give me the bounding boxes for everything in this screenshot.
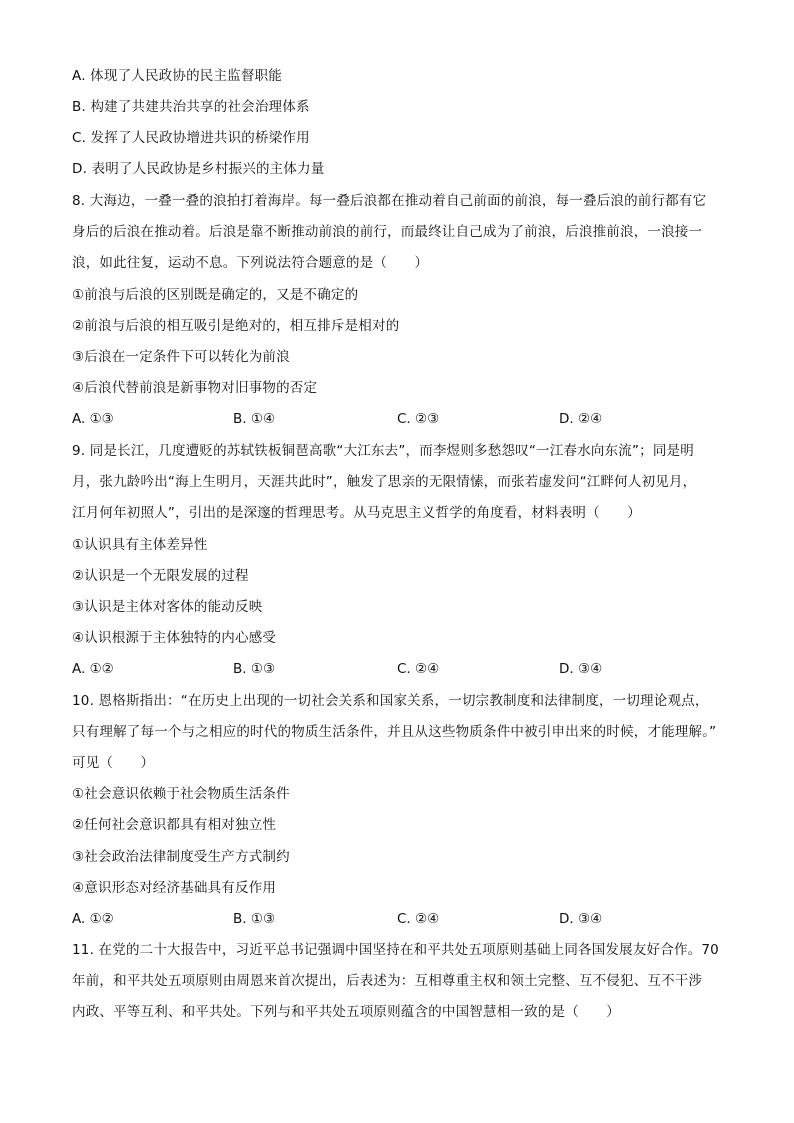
q8-choice-c: C. ②③ <box>397 411 440 427</box>
q8-stem-line-1: 8. 大海边，一叠一叠的浪拍打着海岸。每一叠后浪都在推动着自己前面的前浪，每一叠后浪的前行都有它 <box>72 193 707 209</box>
q9-choice-d: D. ③④ <box>559 661 603 677</box>
q9-statement-3: ③认识是主体对客体的能动反映 <box>72 599 263 615</box>
q9-choice-a: A. ①② <box>72 661 114 677</box>
q8-statement-2: ②前浪与后浪的相互吸引是绝对的，相互排斥是相对的 <box>72 318 400 334</box>
q8-choice-b: B. ①④ <box>233 411 276 427</box>
q7-option-d: D. 表明了人民政协是乡村振兴的主体力量 <box>72 161 325 177</box>
q8-statement-4: ④后浪代替前浪是新事物对旧事物的否定 <box>72 380 318 396</box>
q7-option-a: A. 体现了人民政协的民主监督职能 <box>72 68 282 84</box>
q8-stem-line-3: 浪，如此往复，运动不息。下列说法符合题意的是（ ） <box>72 255 429 271</box>
q9-stem-line-2: 月，张九龄吟出“海上生明月，天涯共此时”，触发了思亲的无限情愫，而张若虚发问“江畔何人初见月， <box>72 474 697 490</box>
q8-choices <box>72 409 732 429</box>
q10-statement-1: ①社会意识依赖于社会物质生活条件 <box>72 786 290 802</box>
q10-stem-line-3: 可见（ ） <box>72 755 155 771</box>
q9-statement-2: ②认识是一个无限发展的过程 <box>72 568 249 584</box>
q10-choice-d: D. ③④ <box>559 911 603 927</box>
q10-choice-a: A. ①② <box>72 911 114 927</box>
q10-statement-2: ②任何社会意识都具有相对独立性 <box>72 817 277 833</box>
q8-choice-a: A. ①③ <box>72 411 114 427</box>
q7-option-b: B. 构建了共建共治共享的社会治理体系 <box>72 99 310 115</box>
q8-statement-1: ①前浪与后浪的区别既是确定的，又是不确定的 <box>72 287 359 303</box>
q10-stem-line-2: 只有理解了每一个与之相应的时代的物质生活条件，并且从这些物质条件中被引申出来的时候，才能理解。” <box>72 724 717 740</box>
q10-choice-c: C. ②④ <box>397 911 440 927</box>
q9-statement-1: ①认识具有主体差异性 <box>72 537 208 553</box>
q11-stem-line-3: 内政、平等互利、和平共处。下列与和平共处五项原则蕴含的中国智慧相一致的是（ ） <box>72 1004 620 1020</box>
q9-stem-line-1: 9. 同是长江，几度遭贬的苏轼铁板铜琶高歌“大江东去”，而李煜则多愁怨叹“一江春水向东流”；同是明 <box>72 443 694 459</box>
q10-statement-3: ③社会政治法律制度受生产方式制约 <box>72 849 290 865</box>
q10-stem-line-1: 10. 恩格斯指出：“在历史上出现的一切社会关系和国家关系，一切宗教制度和法律制度，一切理论观点， <box>72 693 709 709</box>
q9-choices <box>72 659 732 679</box>
q8-choice-d: D. ②④ <box>559 411 603 427</box>
q8-stem-line-2: 身后的后浪在推动着。后浪是靠不断推动前浪的前行，而最终让自己成为了前浪，后浪推前浪，一浪接一 <box>72 224 703 240</box>
q10-statement-4: ④意识形态对经济基础具有反作用 <box>72 880 277 896</box>
q11-stem-line-2: 年前，和平共处五项原则由周恩来首次提出，后表述为：互相尊重主权和领土完整、互不侵犯、互不干涉 <box>72 973 703 989</box>
q8-statement-3: ③后浪在一定条件下可以转化为前浪 <box>72 349 290 365</box>
q10-choice-b: B. ①③ <box>233 911 276 927</box>
q11-stem-line-1: 11. 在党的二十大报告中，习近平总书记强调中国坚持在和平共处五项原则基础上同各国发展友好合作。70 <box>72 942 719 958</box>
q9-choice-b: B. ①③ <box>233 661 276 677</box>
q9-stem-line-3: 江月何年初照人”，引出的是深邃的哲理思考。从马克思主义哲学的角度看，材料表明（ ） <box>72 505 641 521</box>
q9-choice-c: C. ②④ <box>397 661 440 677</box>
q10-choices <box>72 909 732 929</box>
q7-option-c: C. 发挥了人民政协增进共识的桥梁作用 <box>72 130 310 146</box>
q9-statement-4: ④认识根源于主体独特的内心感受 <box>72 630 277 646</box>
